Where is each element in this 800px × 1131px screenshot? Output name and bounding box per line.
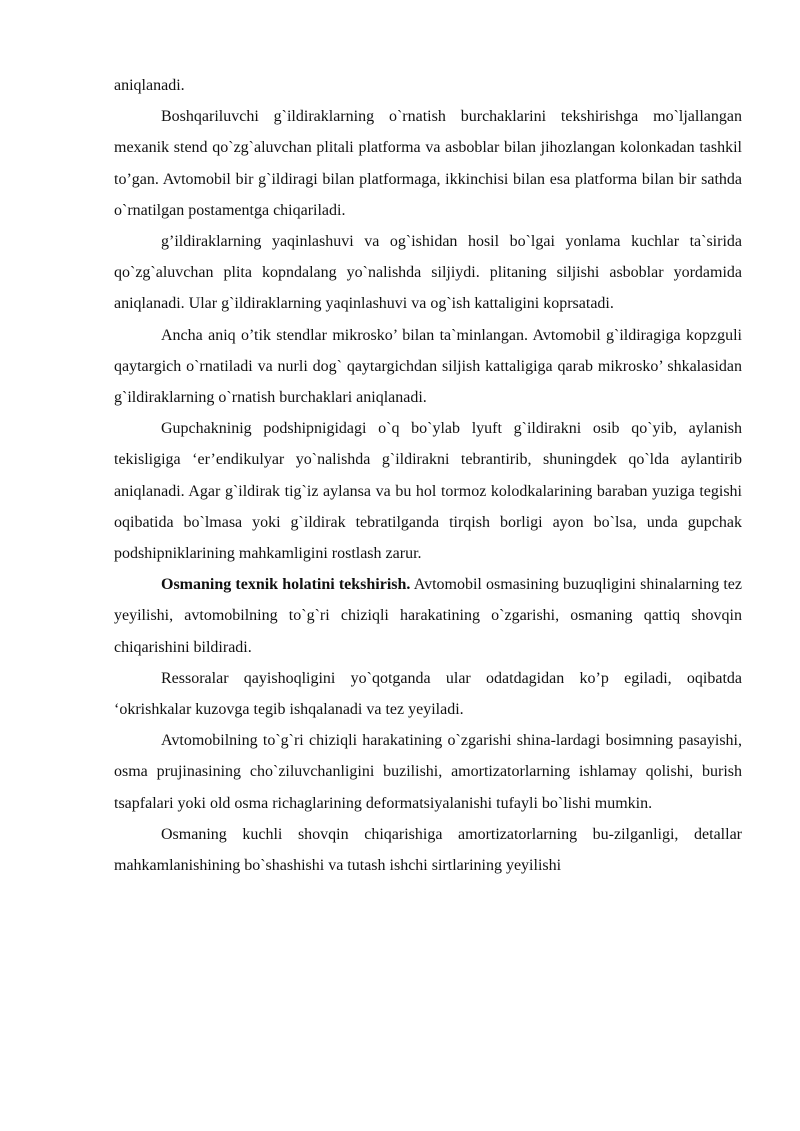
paragraph-side-forces — [114, 226, 742, 320]
paragraph-text: g’ildiraklarning yaqinlashuvi va og`ishidan hosil bo`lgai yonlama kuchlar ta`sirida qo`zg`aluvchan plita kopndalang yo`nalishda siljiydi. plitaning siljishi asboblar yordamida aniqlanadi. Ular g`ildiraklarning yaqinlashuvi va og`ish kattaligini koprsatadi. — [114, 233, 742, 313]
document-page — [114, 70, 742, 881]
paragraph-straight-motion — [114, 725, 742, 819]
paragraph-mechanical-stand — [114, 101, 742, 226]
paragraph-text: aniqlanadi. — [114, 77, 185, 94]
paragraph-hub-bearing — [114, 413, 742, 569]
paragraph-text: Osmaning kuchli shovqin chiqarishiga amortizatorlarning bu-zilganligi, detallar mahkamlanishining bo`shashishi va tutash ishchi sirtlarining yeyilishi — [114, 825, 742, 875]
paragraph-text: Avtomobil osmasining buzuqligini shinalarning tez yeyilishi, avtomobilning to`g`ri chiziqli harakatining o`zgarishi, osmaning qattiq shovqin chiqarishini bildiradi. — [114, 576, 742, 656]
paragraph-text: Boshqariluvchi g`ildiraklarning o`rnatish burchaklarini tekshirishga mo`ljallangan mexanik stend qo`zg`aluvchan plitali platforma va asboblar bilan jihozlangan kolonkadan tashkil to’gan. Avtomobil bir g`ildiragi bilan platformaga, ikkinchisi bilan esa platforma bilan bir sathda o`rnatilgan postamentga chiqariladi. — [114, 108, 742, 219]
paragraph-suspension-noise — [114, 819, 742, 881]
section-heading: Osmaning texnik holatini tekshirish. — [161, 576, 411, 594]
paragraph-continuation — [114, 70, 742, 101]
paragraph-optical-stands — [114, 320, 742, 414]
paragraph-text: Ancha aniq o’tik stendlar mikrosko’ bilan ta`minlangan. Avtomobil g`ildiragiga kopzguli qaytargich o`rnatiladi va nurli dog` qaytargichdan siljish kattaligiga qarab mikrosko’ shkalasidan g`ildiraklarning o`rnatish burchaklari aniqlanadi. — [114, 326, 742, 407]
paragraph-text: Avtomobilning to`g`ri chiziqli harakatining o`zgarishi shina-lardagi bosimning pasayishi, osma prujinasining cho`ziluvchanligini buzilishi, amortizatorlarning ishlamay qolishi, burish tsapfalari yoki old osma richaglarining deformatsiyalanishi tufayli bo`lishi mumkin. — [114, 732, 742, 812]
paragraph-springs — [114, 663, 742, 725]
paragraph-suspension-check — [114, 569, 742, 663]
paragraph-text: Ressoralar qayishoqligini yo`qotganda ular odatdagidan ko’p egiladi, oqibatda ‘okrishkalar kuzovga tegib ishqalanadi va tez yeyiladi. — [114, 669, 742, 719]
paragraph-text: Gupchakninig podshipnigidagi o`q bo`ylab lyuft g`ildirakni osib qo`yib, aylanish tekisligiga ‘er’endikulyar yo`nalishda g`ildirakni tebrantirib, shuningdek qo`lda aylantirib aniqlanadi. Agar g`ildirak tig`iz aylansa va bu hol tormoz kolodkalarining baraban yuziga tegishi oqibatida bo`lmasa yoki g`ildirak tebratilganda tirqish borligi ayon bo`lsa, unda gupchak podshipniklarining mahkamligini rostlash zarur. — [114, 420, 742, 563]
